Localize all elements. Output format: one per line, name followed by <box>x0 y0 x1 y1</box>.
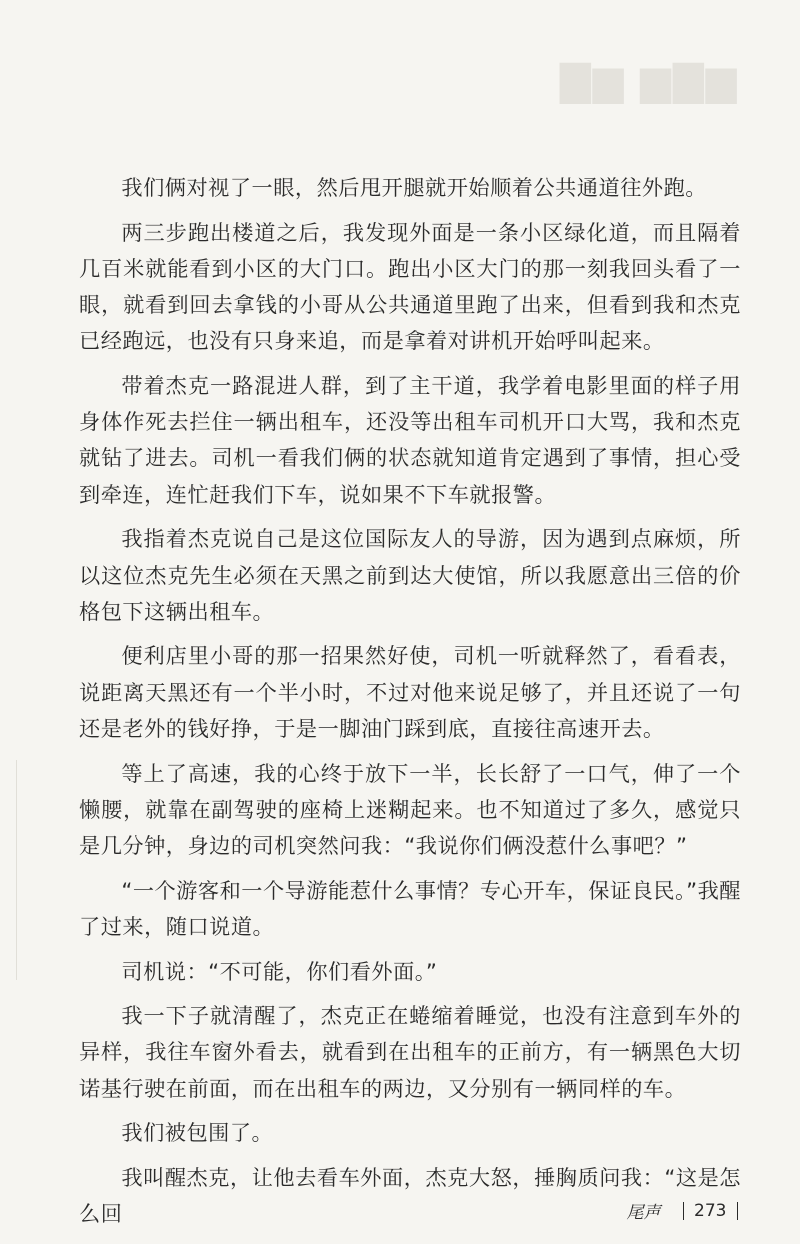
paragraph: 便利店里小哥的那一招果然好使，司机一听就释然了，看看表，说距离天黑还有一个半小时，不过对他来说足够了，并且还说了一句还是老外的钱好挣，于是一脚油门踩到底，直接往高速开去。 <box>79 643 741 741</box>
page-edge-mark <box>0 760 17 980</box>
paragraph: 司机说：“不可能，你们看外面。” <box>121 958 438 984</box>
paragraph: 等上了高速，我的心终于放下一半，长长舒了一口气，伸了一个懒腰，就靠在副驾驶的座椅上迷糊起来。也不知道过了多久，感觉只是几分钟，身边的司机突然问我：“我说你们俩没惹什么事吧？” <box>79 760 741 858</box>
bleed-through-header: ▇▆ ▆▇▆ <box>560 58 739 104</box>
footer-divider-left <box>683 1202 685 1220</box>
chapter-title: 尾声 <box>626 1203 661 1223</box>
page-number: 273 <box>694 1200 727 1221</box>
footer-divider-right <box>737 1202 739 1220</box>
page-footer <box>627 1198 738 1223</box>
paragraph: 我一下子就清醒了，杰克正在蜷缩着睡觉，也没有注意到车外的异样，我往车窗外看去，就看到在出租车的正前方，有一辆黑色大切诺基行驶在前面，而在出租车的两边，又分别有一辆同样的车。 <box>79 1003 741 1101</box>
body-text <box>79 170 741 1241</box>
paragraph: 我们被包围了。 <box>121 1120 274 1146</box>
paragraph: 两三步跑出楼道之后，我发现外面是一条小区绿化道，而且隔着几百米就能看到小区的大门口。跑出小区大门的那一刻我回头看了一眼，就看到回去拿钱的小哥从公共通道里跑了出来，但看到我和杰克已经跑远，也没有只身来追，而是拿着对讲机开始呼叫起来。 <box>79 219 741 354</box>
paragraph: “一个游客和一个导游能惹什么事情？专心开车，保证良民。”我醒了过来，随口说道。 <box>79 877 741 939</box>
paragraph: 我们俩对视了一眼，然后甩开腿就开始顺着公共通道往外跑。 <box>121 175 707 200</box>
paragraph: 我叫醒杰克，让他去看车外面，杰克大怒，捶胸质问我：“这是怎么回 <box>79 1165 741 1227</box>
paragraph: 我指着杰克说自己是这位国际友人的导游，因为遇到点麻烦，所以这位杰克先生必须在天黑之前到达大使馆，所以我愿意出三倍的价格包下这辆出租车。 <box>79 526 741 624</box>
paragraph: 带着杰克一路混进人群，到了主干道，我学着电影里面的样子用身体作死去拦住一辆出租车，还没等出租车司机开口大骂，我和杰克就钻了进去。司机一看我们俩的状态就知道肯定遇到了事情，担心受到牵连，连忙赶我们下车，说如果不下车就报警。 <box>79 373 741 507</box>
